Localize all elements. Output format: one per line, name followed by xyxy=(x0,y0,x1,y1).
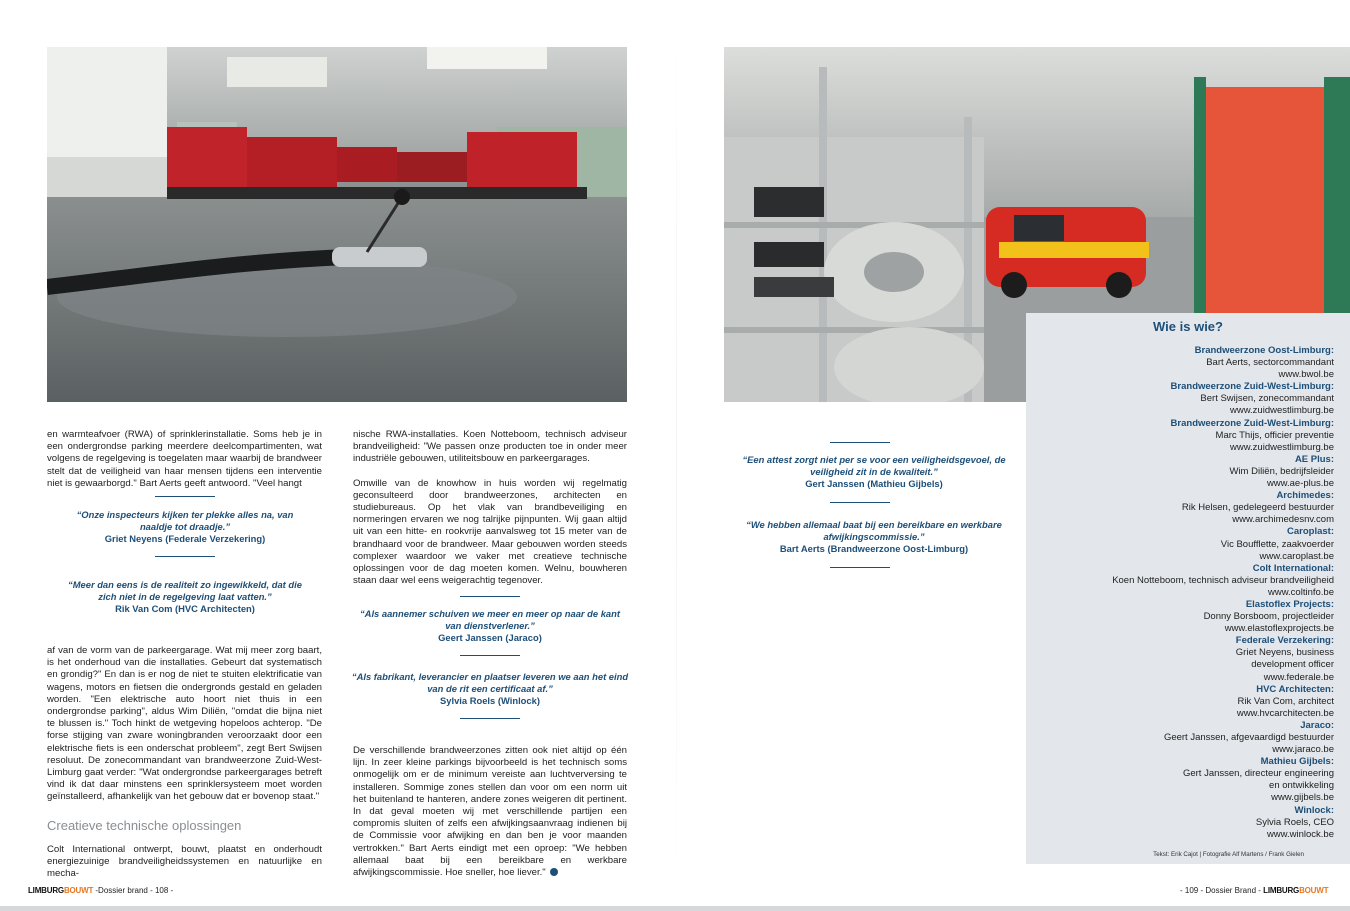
sidebar-website: www.zuidwestlimburg.be xyxy=(1229,441,1334,453)
sidebar-org-name: Brandweerzone Zuid-West-Limburg: xyxy=(1170,381,1334,393)
brand-logo-part: BOUWT xyxy=(63,886,94,895)
sidebar-entry-list xyxy=(1034,345,1334,841)
brand-logo-part: LIMBURG xyxy=(28,886,64,895)
pull-quote-author: Geert Janssen (Jaraco) xyxy=(438,632,542,643)
article-col2-top xyxy=(353,429,627,599)
sidebar-org-name: HVC Architecten: xyxy=(1256,683,1334,695)
sidebar-title: Wie is wie? xyxy=(1153,319,1223,334)
quote-divider xyxy=(460,718,520,719)
sidebar-person-line: Marc Thijs, officier preventie xyxy=(1215,429,1334,441)
footer-right xyxy=(1180,886,1328,895)
footer-left xyxy=(28,886,173,895)
sidebar-org-name: AE Plus: xyxy=(1294,453,1334,465)
footer-page-label: -Dossier brand - 108 - xyxy=(93,886,174,895)
page-bottom-edge xyxy=(0,906,1350,911)
photo-credit: Tekst: Erik Cajot | Fotografie Alf Martens / Frank Gielen xyxy=(1153,851,1304,858)
sidebar-website: www.archimedesnv.com xyxy=(1232,514,1334,526)
brand-logo-part: BOUWT xyxy=(1299,886,1329,895)
pull-quote-text: “Een attest zorgt niet per se voor een veiligheidsgevoel, de veiligheid zit in de kwaliteit.” xyxy=(742,454,1006,477)
section-subheading: Creatieve technische oplossingen xyxy=(47,818,242,833)
sidebar-website: www.jaraco.be xyxy=(1272,744,1334,756)
pull-quote-author: Rik Van Com (HVC Architecten) xyxy=(115,603,255,614)
sidebar-org-name: Brandweerzone Zuid-West-Limburg: xyxy=(1170,417,1334,429)
quote-divider xyxy=(830,442,890,443)
quote-divider xyxy=(155,556,215,557)
paragraph: Colt International ontwerpt, bouwt, plaatst en onderhoudt energiezuinige brandveiligheidssystemen en natuurlijke en mecha- xyxy=(47,844,322,880)
quote-divider xyxy=(830,567,890,568)
paragraph: en warmteafvoer (RWA) of sprinklerinstallatie. Soms heb je in een ondergrondse parking meerdere deelcompartimenten, wat volgens de regelgeving is toegelaten maar waarbij de brandweer stelt dat de veiligheid van haar mensen tijdens een interventie niet is gewaarborgd." Bart Aerts geeft antwoord. "Veel hangt xyxy=(47,429,322,489)
sidebar-website: www.zuidwestlimburg.be xyxy=(1229,405,1334,417)
sidebar-org-name: Winlock: xyxy=(1294,804,1334,816)
sidebar-website: www.coltinfo.be xyxy=(1267,586,1334,598)
pull-quote xyxy=(724,519,1024,555)
article-col1-mid xyxy=(47,645,322,816)
paragraph: Omwille van de knowhow in huis worden wij regelmatig geconsulteerd door brandweerzones, architecten en studiebureaus. Op het vlak van brandbeveiliging en normeringen ervaren we nog talrijke pijnpunten. Wij gaan altijd uit van een hitte- en rookvrije aanvalsweg tot 15 meter van de brandhaard voor de brandweer. Maar gebouwen worden steeds complexer waardoor we vaker met creatieve technische oplossingen voor de dag moeten komen. Welnu, bouwheren staan daar wel eens weigerachtig tegenover. xyxy=(353,477,627,587)
sidebar-website: www.gijbels.be xyxy=(1271,792,1334,804)
sidebar-person-line: Koen Notteboom, technisch adviseur brandveiligheid xyxy=(1112,574,1334,586)
sidebar-org-name: Mathieu Gijbels: xyxy=(1260,756,1334,768)
pull-quote-text: “Als fabrikant, leverancier en plaatser leveren we aan het eind van de rit een certificaat af.” xyxy=(351,671,629,694)
paragraph: nische RWA-installaties. Koen Notteboom, technisch adviseur brandveiligheid: "We passen onze producten toe in onder meer industriële gebouwen, utiliteitsbouw en parkeergarages. xyxy=(353,429,627,465)
sidebar-person-line: development officer xyxy=(1251,659,1334,671)
sidebar-org-name: Archimedes: xyxy=(1276,490,1334,502)
pull-quote xyxy=(60,579,310,615)
sidebar-person-line: Bert Swijsen, zonecommandant xyxy=(1200,393,1334,405)
pull-quote-text: “Als aannemer schuiven we meer en meer op naar de kant van dienstverlener.” xyxy=(359,608,620,631)
pull-quote xyxy=(724,454,1024,490)
sidebar-person-line: Wim Diliën, bedrijfsleider xyxy=(1229,465,1334,477)
pull-quote-text: “Meer dan eens is de realiteit zo ingewikkeld, dat die zich niet in de regelgeving laat vatten.” xyxy=(68,579,302,602)
sidebar-person-line: Rik Helsen, gedelegeerd bestuurder xyxy=(1181,502,1334,514)
pull-quote-text: “We hebben allemaal baat bij een bereikbare en werkbare afwijkingscommissie.” xyxy=(746,519,1002,542)
who-is-who-sidebar xyxy=(1026,313,1350,864)
sidebar-website: www.caroplast.be xyxy=(1259,550,1334,562)
quote-divider xyxy=(830,502,890,503)
article-col2-bottom xyxy=(353,745,627,879)
sidebar-website: www.federale.be xyxy=(1263,671,1334,683)
sidebar-person-line: Griet Neyens, business xyxy=(1235,647,1334,659)
sidebar-website: www.winlock.be xyxy=(1266,828,1334,840)
pull-quote xyxy=(70,509,300,545)
quote-divider xyxy=(155,496,215,497)
pull-quote-author: Bart Aerts (Brandweerzone Oost-Limburg) xyxy=(779,543,969,554)
sidebar-person-line: en ontwikkeling xyxy=(1269,780,1334,792)
sidebar-org-name: Federale Verzekering: xyxy=(1235,635,1334,647)
pull-quote xyxy=(355,608,625,644)
sidebar-org-name: Caroplast: xyxy=(1287,526,1334,538)
article-col1-top xyxy=(47,429,322,502)
sidebar-website: www.ae-plus.be xyxy=(1266,478,1334,490)
sidebar-org-name: Brandweerzone Oost-Limburg: xyxy=(1194,345,1334,356)
sidebar-person-line: Geert Janssen, afgevaardigd bestuurder xyxy=(1163,732,1334,743)
photo-fire-station-hose xyxy=(47,47,627,402)
quote-divider xyxy=(460,655,520,656)
brand-logo-part: LIMBURG xyxy=(1263,886,1300,895)
sidebar-website: www.hvcarchitecten.be xyxy=(1236,707,1334,719)
paragraph: af van de vorm van de parkeergarage. Wat mij meer zorg baart, is het onderhoud van die installaties. Gebeurt dat systematisch en grondig?" En dan is er nog de niet te stuiten elektrificatie van wagens, motors en fietsen die ondergronds gestald en geladen worden. "Een elektrische auto hoort niet thuis in een ondergrondse parking", aldus Wim Diliën, "omdat die bijna niet te blussen is." Toch hinkt de wetgeving hopeloos achterop. "De forse stijging van zware woningbranden veroorzaakt door een elektrische fiets is een onderschat probleem", zegt Bert Swijsen resoluut. De zonecommandant van brandweerzone Zuid-West-Limburg gaat verder: "Wat ondergrondse parkeergarages betreft vind ik dat daar minstens een sprinklersysteem moet worden geïnstalleerd, afhankelijk van het gebouw dat er bovenop staat." xyxy=(47,645,322,803)
sidebar-person-line: Sylvia Roels, CEO xyxy=(1255,816,1334,828)
pull-quote-author: Gert Janssen (Mathieu Gijbels) xyxy=(805,478,943,489)
footer-page-label: - 109 - Dossier Brand - xyxy=(1180,886,1264,895)
sidebar-website: www.bwol.be xyxy=(1278,369,1334,381)
quote-divider xyxy=(460,596,520,597)
sidebar-org-name: Elastoflex Projects: xyxy=(1245,598,1334,610)
sidebar-person-line: Bart Aerts, sectorcommandant xyxy=(1206,357,1334,369)
pull-quote-author: Griet Neyens (Federale Verzekering) xyxy=(104,533,266,544)
pull-quote-author: Sylvia Roels (Winlock) xyxy=(440,695,540,706)
pull-quote xyxy=(350,671,630,707)
sidebar-person-line: Vic Boufflette, zaakvoerder xyxy=(1220,538,1334,550)
end-mark-icon xyxy=(550,868,558,876)
sidebar-person-line: Donny Borsboom, projectleider xyxy=(1203,611,1334,623)
sidebar-website: www.elastoflexprojects.be xyxy=(1224,623,1334,635)
sidebar-org-name: Jaraco: xyxy=(1300,719,1334,731)
sidebar-person-line: Gert Janssen, directeur engineering xyxy=(1182,768,1334,780)
page-spine xyxy=(676,0,677,911)
sidebar-person-line: Rik Van Com, architect xyxy=(1237,695,1334,707)
pull-quote-text: “Onze inspecteurs kijken ter plekke alles na, van naaldje tot draadje.” xyxy=(76,509,294,532)
sidebar-org-name: Colt International: xyxy=(1252,562,1334,574)
paragraph: De verschillende brandweerzones zitten ook niet altijd op één lijn. In zeer kleine parkings bijvoorbeeld is het technisch soms onmogelijk om er de minimum vereiste aan luchtverversing te installeren. Sommige zones stellen dan voor om een norm uit het buitenland te hanteren, andere zones weigeren dit pertinent. In dat geval moeten wij met verschillende partijen een compromis sluiten of zelfs een afwijkingsaanvraag indienen bij de Commissie voor afwijking en dan ben je voor maanden vertrokken." Bart Aerts eindigt met een oproep: "We hebben allemaal baat bij een bereikbare en werkbare afwijkingscommissie. Hoe sneller, hoe liever." xyxy=(353,745,627,879)
